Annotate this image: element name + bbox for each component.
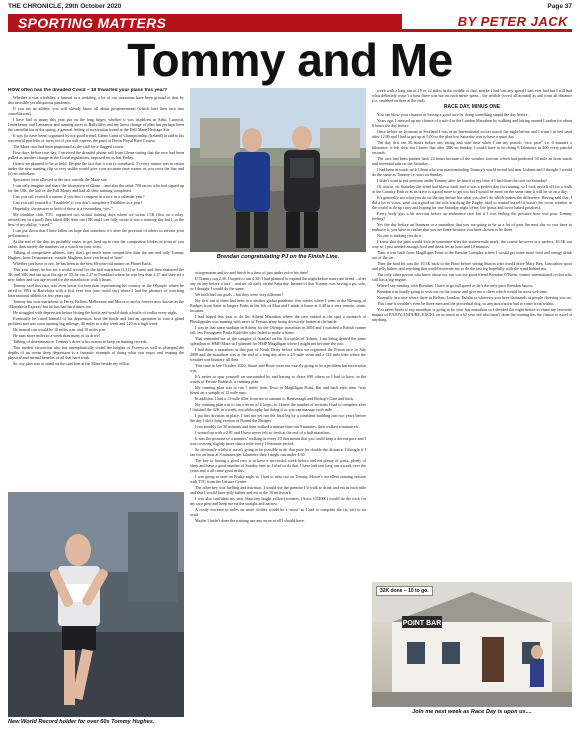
page-number: Page 37 [547,3,572,10]
paragraph: I had been in touch with Glenn who was masterminding Tommy’s world record bid near Lisburn and I thought I would do the same as Tommy i.e. start on Sunday. [372,167,572,177]
paragraph: I can put down that I have fallen on hope that somehow it’s after the previous of others to elevate your performance. [8,227,184,238]
paragraph: This year alone, he has set a world record for the half marathon (1.11) in Larne and then shattered the 5K and 10K and ran up at the age of 59, he ran 2.27 in Frankfurt where he was less than 2.27 and they set a new father and son age record for the marathon at with 5 hours. [8,266,184,282]
section-title-bar [8,14,402,32]
paragraph: week with a long run of 19 or 22 miles in the middle of that, maybe I had lost any speed I had ever had but I still had what definitely wasn’t a base there was not on each metre spent – the terrible (worst all around) as and from all distance (i.e. snubbed on then at the end). [372,88,572,103]
paragraph: I ran steadily for 30 minutes and then walked a minute then ran 9 minutes, then walked a minute etc. [195,424,360,429]
distance-badge: 32K done – 10 to go. [376,586,433,596]
paragraph: Brendan was kindly going to visit me on the course and give me a cheer which would be most welcome. [377,289,548,294]
paragraph: This modest electrician who has unemphatically scaled the heights of Everest as well as plumped the depths of an ocean deep depression is a fantastic example of doing what you enjoy and reaping the physical and mental benefits of all that hard work. [8,344,184,360]
paragraph: Then the hard bit was the 10.5K back to the Point before seeing Sharon who would drive Mary Ben, Lancashire sport and jelly babies and anything that would motivate me to do the last leg hopefully with the wind behind me. [372,261,572,271]
paragraph: My cunning plan was to run a series of 6 loops, so I knew the number of sections I had to complete after I finished the 42K in a week, not philosophy but doing it so you can manage each mile. [190,402,366,412]
paragraph: Spectators were allowed at the race outside the Maze site. [13,176,108,182]
paragraph: Years ago, I messed up my chance of a sub-4 in the London Marathon by walking and hiking around London for about 8 hours the day before. [372,118,572,128]
paragraph: My triathlon club, TTC, organised two virtual training days where we swam 1.5K (first on a relay, second one in a pool) then biked 40K then ran 10K and I can fully swear it was a training day but I, to the best of my ability, “raced.” [8,211,184,227]
paragraph: Whether it was a holiday, a funeral or a wedding, a lot of our intentions have been ground to dust by this invisible yet ubiquitous pandemic. [8,94,184,105]
paragraph: I put this division in place. I had not yet run the final leg by a confident building run two years before the day I did a long version of Round the Bridges. [190,413,366,423]
paragraph: My cunning plan was to run 7 miles from Tesco to Magilligan Point, Bar and back each time “was based on a sample of 15 mile runs. [190,385,366,395]
tommy-hughes-photo [8,492,184,717]
paragraph: At the end of the day, its probably easier to get fired up to race the competitive blokes in front of you rather than merely the numbers on a watch on your wrist. [8,238,184,249]
paragraph: I was in that same stadium in Athens for the Olympic marathon in 2004 and I watched a British runner fall, but Portuguese Paula Radcliffe who failed to make it home. [190,325,366,335]
paragraph: You can blow your chances of having a good race by doing something stupid the day before. [377,112,529,117]
paragraph: It was (to have been) organised by my good friend, Glenn Grant of Championship (Ireland) to add to his successful portfolio of races too if you will express the pass) at Down Royal Race Course. [8,132,184,143]
paragraph: octogenarian and try and finish in a time of just under twice his time! [195,270,309,275]
runner-illustration [8,492,184,717]
paragraph: The other key was fuelling and nutrition. I would use the premise I’d walk to drink and eat in each mile and that I would have jelly babies and eat at the 10 mile mark. [190,485,366,495]
finish-line-photo [190,88,366,252]
paragraph: Hopefully, the answer to both of those is a resounding “yes.” [13,205,113,211]
paragraph: So, my plan was to stand on the start line at the Maze beside my fellow [13,360,130,366]
paragraph: The only other person who knew about my run was my good friend Brendan O’Brien, former international cyclist who still has a big engine. [372,272,572,282]
paragraph: This time in late October 2020, Stuart and Rosie were not exactly going to be a problem but motivation was. [190,363,366,373]
finish-line-illustration [190,88,366,252]
byline-box [402,14,572,32]
paragraph: The race had been pushed back 24 hours because of the weather forecast which had predicted 50 mile an hour winds and torrential rain on the Saturday. [372,156,572,166]
paragraph: Can you call yourself a runner if you don’t compete in a race in a calendar year? [13,193,145,199]
paragraph: It’s easier to spur yourself on surrounded by and having to chase 690 others so I had to have, in the words of Private Baldrick, a cunning plan. [190,374,366,384]
paragraph: Whether you have or not, he has been to the best 60-year-old runner on Planet Earth. [13,260,152,266]
paragraph: You never know if any marathon is going to be your last marathon so I decided the night before to chant my favourite mantra of ENJOY, ENDURE, EXCEL on as much as a 62 year old who hasn’t done the training has the chance to excel at anything. [372,307,572,322]
paragraph: Eventually he cured himself of his depression, beat the bottle and had an operation to cure a gland problem and was soon running big mileage, 40 miles in a day week and 120 in a high week. [8,315,184,326]
paragraph: Tommy said this race was even better for him than representing his country at the Olympic where he raced in 1992 in Barcelona with a first ever foot (one could say) where I had the pleasure of watching International athletics a few years ago. [8,282,184,298]
paper-dateline: THE CHRONICLE, 29th October 2020 [8,3,122,10]
point-bar-illustration [372,582,572,707]
paragraph: It’s generally not what you do on the day before but what you don’t do which makes the difference. Having said that, I did a lot of voice, went out a good on the sofa watching the Rugby, tried to remind myself it wasn’t the worst weather in the world to do up carry and hoping for one Saturday night of my life (pasta and twice baked potatoes). [372,195,572,210]
paragraph: If you are an athlete, you will already know all about postponements (which later then turn into cancellations). [8,105,184,116]
paragraph: Maybe I hadn’t done the training run any more at all I should have. [195,518,305,523]
subheading: RACE DAY, MINUS ONE [443,104,501,110]
paragraph: It was the promise of a minutes’ walking in every 10 that meant that you could keep a decent pace and I was covering slightly more than a mile every 10-minute period. [190,436,366,446]
paragraph: I can only imagine and share the frustration of Glenn – and also the other 700 racers who had signed up for the 10K, the half or the Full Monty and had all their training completed. [8,182,184,193]
page-topline [8,3,572,13]
paragraph: Talking of competitive athletes, they don’t get much more competitive than the one and only Tommy Hughes, from Termonmore, outside Maghera, have you heard of him? [8,249,184,260]
point-bar-photo [372,582,572,707]
tommy-hughes-caption: New World Record holder for over 60s Tommy Hughes. [8,719,155,725]
paragraph: Talking of determination, Tommy’s drive is his reason to keep on hunting records. [13,338,148,344]
paragraph: I knew we planned to be so bold. Despite the fact that it was (a comeback, 5) every runner was to return under the new running clip so very unlike would give your accurate time sooner as you cross the line and (c) no onlookers. [8,160,184,176]
point-bar-sign: POINT BAR [402,620,442,627]
lead-question: HOW often has the dreaded Covid – 19 thwarted your plans this year? [8,88,168,93]
paragraph: I wound up with a 2.01 and I have never felt so fresh at the end of a half marathon. [195,430,331,435]
paragraph: I knew that the pain would kick in sometime after the sixteen-mile mark, the course however is a perfect, 10.5K out way so I just needed enough food and drink for an hour and 10 minutes. [372,239,572,249]
section-title: SPORTING MATTERS [18,15,167,31]
paragraph: My first run at them had been in a another global pandemic five weeks where I went to the Blessing of Bridges from Saint to Inspire Parks in the Isle of Man and I made it home at 4.48 in a very remote, ironic location. [190,298,366,313]
paragraph: Tommy has won marathons in Derry, Belfast, Melbourne and Morocco and is forever now known as the ‘Marrakesh Express’ but he has had hard times too. [8,298,184,309]
paragraph: Of course, on Saturday the wind had blown itself and it was a perfect day for running, so I took myself off for a walk in the Country Park or at its drive is a good more to get too hot I would be more on the same time it will be so on a day. [372,184,572,194]
paragraph: Normally in a race where there in Belfast, London, Dublin or wherever you have thousands of people cheering you on. [377,295,572,300]
paragraph: We both had our goals – but they were very different! [195,292,283,297]
paragraph: I had hoped this year to do the Athens Marathon where the race started at the spot a monarch of Pheidippides was running with news of Persian army being decisively beaten at the battle. [190,314,366,324]
paragraph: The day first ran 30 hours before any eating and start time when I ran my pseudo “race pace” i.e. 6 minutes a kilometre, it felt slow but I know that after 30K on Sunday I would have to be doing 8 kilometre in 400 every painful seconds. [372,140,572,155]
paragraph: A costly increase in miles on more clothes would be a ‘must’ as I had to complete the (as yet) to no avail. [190,507,366,517]
paragraph: When I say running with Brendan, I have to go full speed as he’s the only pace Brendan knows. [377,283,534,288]
section-banner [8,14,572,32]
paragraph: The key to having a good race is to have a successful week before and eat plenty of pasta, plenty of sleep and have a good number of Sunday runs so I tried to do that. I have had one long run a week over the years and it all came good in this. [190,458,366,473]
byline: BY PETER JACK [457,14,568,29]
paragraph: I was going to start on Friday night so I had to miss out on Tommy Moore’s excellent running session with TTC from the Leisure Centre. [190,474,366,484]
paragraph: Yes the day before an Ironman or a marathon that you are going to be in a lot of pain the next day so you have to embrace it, you have to realise that you are there because you have chosen to be there. [372,222,572,232]
paragraph: I have had so many this year put on the long finger, whether it was triathlons in Arbo, Carnoch, Letterkenny and Lanzarote and running races in Ballyliffin and my latest change of plan has perhaps been the cancellation of the spring, a general feeling of motivation found at the Dell Mane Heritage Site. [8,116,184,132]
paragraph: The Maze race had been pinpointed as the stall for a flagged course. [13,143,125,149]
paragraph: Can you call yourself a ‘Triathlete’ if you don’t complete a Triathlon in a year? [13,199,143,205]
paragraph: This time it wouldn’t even be three men and the proverbial dog, so any motivation had to come from within. [377,301,555,306]
article-column-2 [190,270,366,725]
headline: Tommy and Me [127,34,453,86]
article-column-3 [372,88,572,578]
paragraph: He normal run would be 10 miles a.m. and 10 miles p.m. [13,326,107,332]
continued-next-week: Join me next week as Race Day is upon us.... [412,709,532,715]
paragraph: Then it was back from Magilligan Point to the Benone Complex where I would get some more food and energy drink out of the car. [372,250,572,260]
paragraph: If Tommy ran 2.30, I hoped to run 4.30! I had planned to expand the night before many ate bread – after any an any before a race – and set off early on the Saturday. Instead of that Tommy was having a go, solo, so I thought I would do the same. [190,276,366,291]
paragraph: Once before an Ironman in Scotland I was at an International soccer match the night before and I wasn’t in bed until after 12.00 and I had to get up at 5.00 so the plan lost Saturday was to have a quiet day. [372,129,572,139]
paragraph: Every body gets a bit nervous before an endurance race but if I was feeling the pressure how was poor Tommy feeling? [372,211,572,221]
paragraph: I was also confident my new (Saucony bright yellow) trainers, (Asics GT2000) would do the trick for my race prep and keep me on the straight and narrow. [190,496,366,506]
paragraph: I didn’t want to put pressure under Tommy after he heard of my time if I had done the race on Saturday! [377,178,548,183]
paragraph: That reminded me of the sumpter of Istanbul on the Acropolis of Athens, I am being denied the same splendour of HMP Maze so I planned for HMP Magilligan where I might not become the two. [190,336,366,346]
paragraph: In addition, I had a 13-mile filler from me to summit it, Binevenagh and Bishop’s Gate and back. [195,396,354,401]
paragraph: So obviously whilst it wasn’t going to be possible to do that pace for double the distance, I thought if I ran for an hour at 8 minutes per kilometre then I might run under 4:30. [190,447,366,457]
paragraph: He struggled with depression before hitting the bottle and would drink a bottle of vodka every night. [13,309,178,315]
paragraph: I had done a marathon in this part of North Derry before when we organised the Prison race in July 2000 and the marathon was at the end of a long day after a 2.5-mile swim and a 112 mile bike where the weather was blustery till then. [190,347,366,362]
paragraph: Four days before race day, I received the dreaded phone call from Glenn stating that the race had been pulled as another change in the Covid regulations, imposed on us last Friday. [8,149,184,160]
paragraph: No one is making you do it. [377,233,423,238]
finish-line-caption: Brendan congratulating PJ on the Finish Line. [216,254,340,260]
paragraph: He runs more miles in a week than many of us drive! [13,332,100,338]
article-column-1 [8,88,184,488]
